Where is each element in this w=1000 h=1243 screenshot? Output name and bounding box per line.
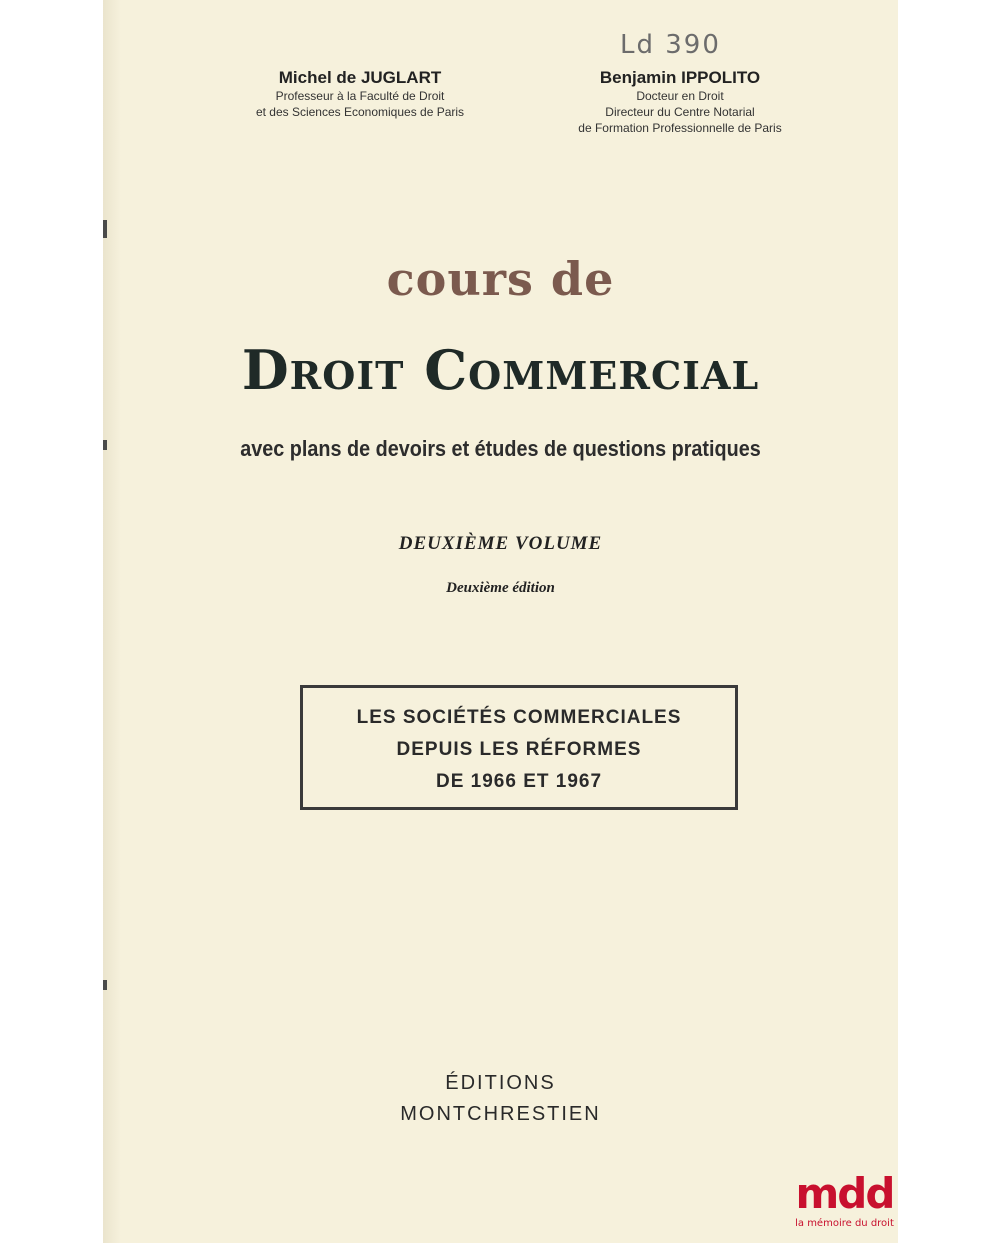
spine-mark	[103, 220, 107, 238]
author-title-line: Professeur à la Faculté de Droit	[275, 89, 445, 103]
author-block-right	[535, 68, 825, 136]
volume-label: DEUXIÈME VOLUME	[398, 533, 603, 554]
title-line-1: cours de	[386, 252, 615, 306]
subtitle: avec plans de devoirs et études de questions pratiques	[240, 436, 761, 461]
author-title-line: Docteur en Droit	[636, 89, 724, 103]
author-block-left	[205, 68, 515, 120]
publisher-line: MONTCHRESTIEN	[400, 1103, 601, 1125]
author-title-line: de Formation Professionnelle de Paris	[578, 121, 782, 135]
handwritten-call-number: Ld 390	[620, 30, 721, 60]
book-cover	[103, 0, 898, 1243]
author-name: Michel de JUGLART	[278, 68, 442, 87]
topic-line: DE 1966 ET 1967	[435, 771, 603, 792]
author-name: Benjamin IPPOLITO	[599, 68, 761, 87]
logo-tagline: la mémoire du droit	[795, 1218, 894, 1229]
publisher-line: ÉDITIONS	[445, 1072, 556, 1094]
topic-box	[300, 685, 738, 810]
edition-label: Deuxième édition	[446, 580, 555, 596]
author-title-line: et des Sciences Economiques de Paris	[255, 105, 465, 119]
topic-line: LES SOCIÉTÉS COMMERCIALES	[356, 707, 682, 728]
publisher	[103, 1068, 898, 1130]
spine-mark	[103, 980, 107, 990]
topic-line: DEPUIS LES RÉFORMES	[396, 739, 642, 760]
mdd-logo	[792, 1170, 897, 1240]
spine-mark	[103, 440, 107, 450]
author-title-line: Directeur du Centre Notarial	[605, 105, 755, 119]
title-line-2: Droit Commercial	[241, 338, 760, 402]
logo-mark: mdd	[795, 1169, 894, 1218]
